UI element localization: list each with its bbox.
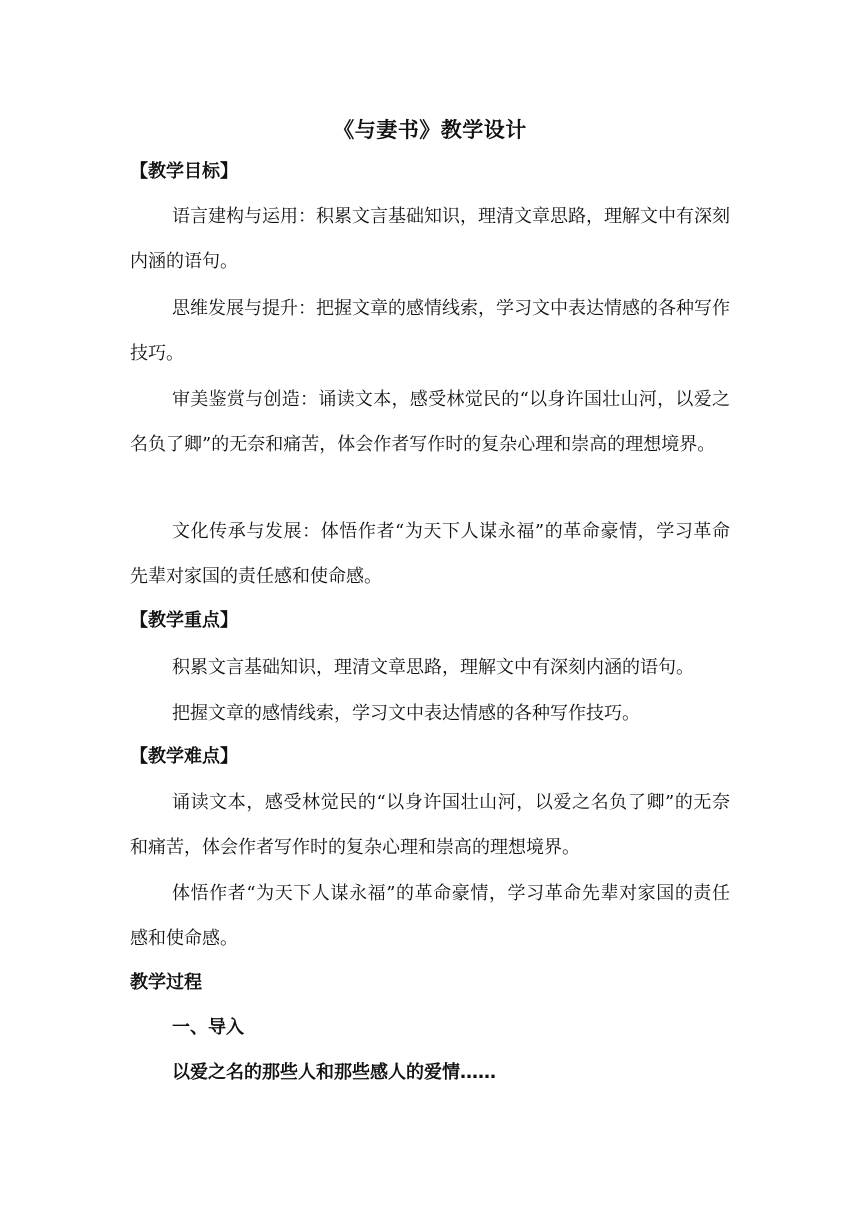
process-step-1: 一、导入 [172,1017,244,1038]
difficulty-paragraph-1: 诵读文本，感受林觉民的“以身许国壮山河，以爱之名负了卿”的无奈和痛苦，体会作者写作时的复杂心理和崇高的理想境界。 [130,792,730,858]
goal-paragraph-4: 文化传承与发展：体悟作者“为天下人谋永福”的革命豪情，学习革命先辈对家国的责任感和使命感。 [130,521,730,587]
process-step-1-subtitle: 以爱之名的那些人和那些感人的爱情…… [172,1062,496,1083]
document-title: 《与妻书》教学设计 [333,118,527,142]
difficulty-paragraph-2: 体悟作者“为天下人谋永福”的革命豪情，学习革命先辈对家国的责任感和使命感。 [130,883,730,949]
section-heading-difficulties: 【教学难点】 [130,746,238,767]
section-heading-goals: 【教学目标】 [130,161,238,182]
key-point-paragraph-1: 积累文言基础知识，理清文章思路，理解文中有深刻内涵的语句。 [172,657,694,678]
goal-paragraph-1: 语言建构与运用：积累文言基础知识，理清文章思路，理解文中有深刻内涵的语句。 [130,206,730,272]
goal-paragraph-3: 审美鉴赏与创造：诵读文本，感受林觉民的“以身许国壮山河，以爱之名负了卿”的无奈和痛苦，体会作者写作时的复杂心理和崇高的理想境界。 [130,389,730,455]
section-heading-process: 教学过程 [130,972,202,993]
key-point-paragraph-2: 把握文章的感情线索，学习文中表达情感的各种写作技巧。 [172,703,640,724]
section-heading-key-points: 【教学重点】 [130,610,238,631]
goal-paragraph-2: 思维发展与提升：把握文章的感情线索，学习文中表达情感的各种写作技巧。 [130,298,730,364]
